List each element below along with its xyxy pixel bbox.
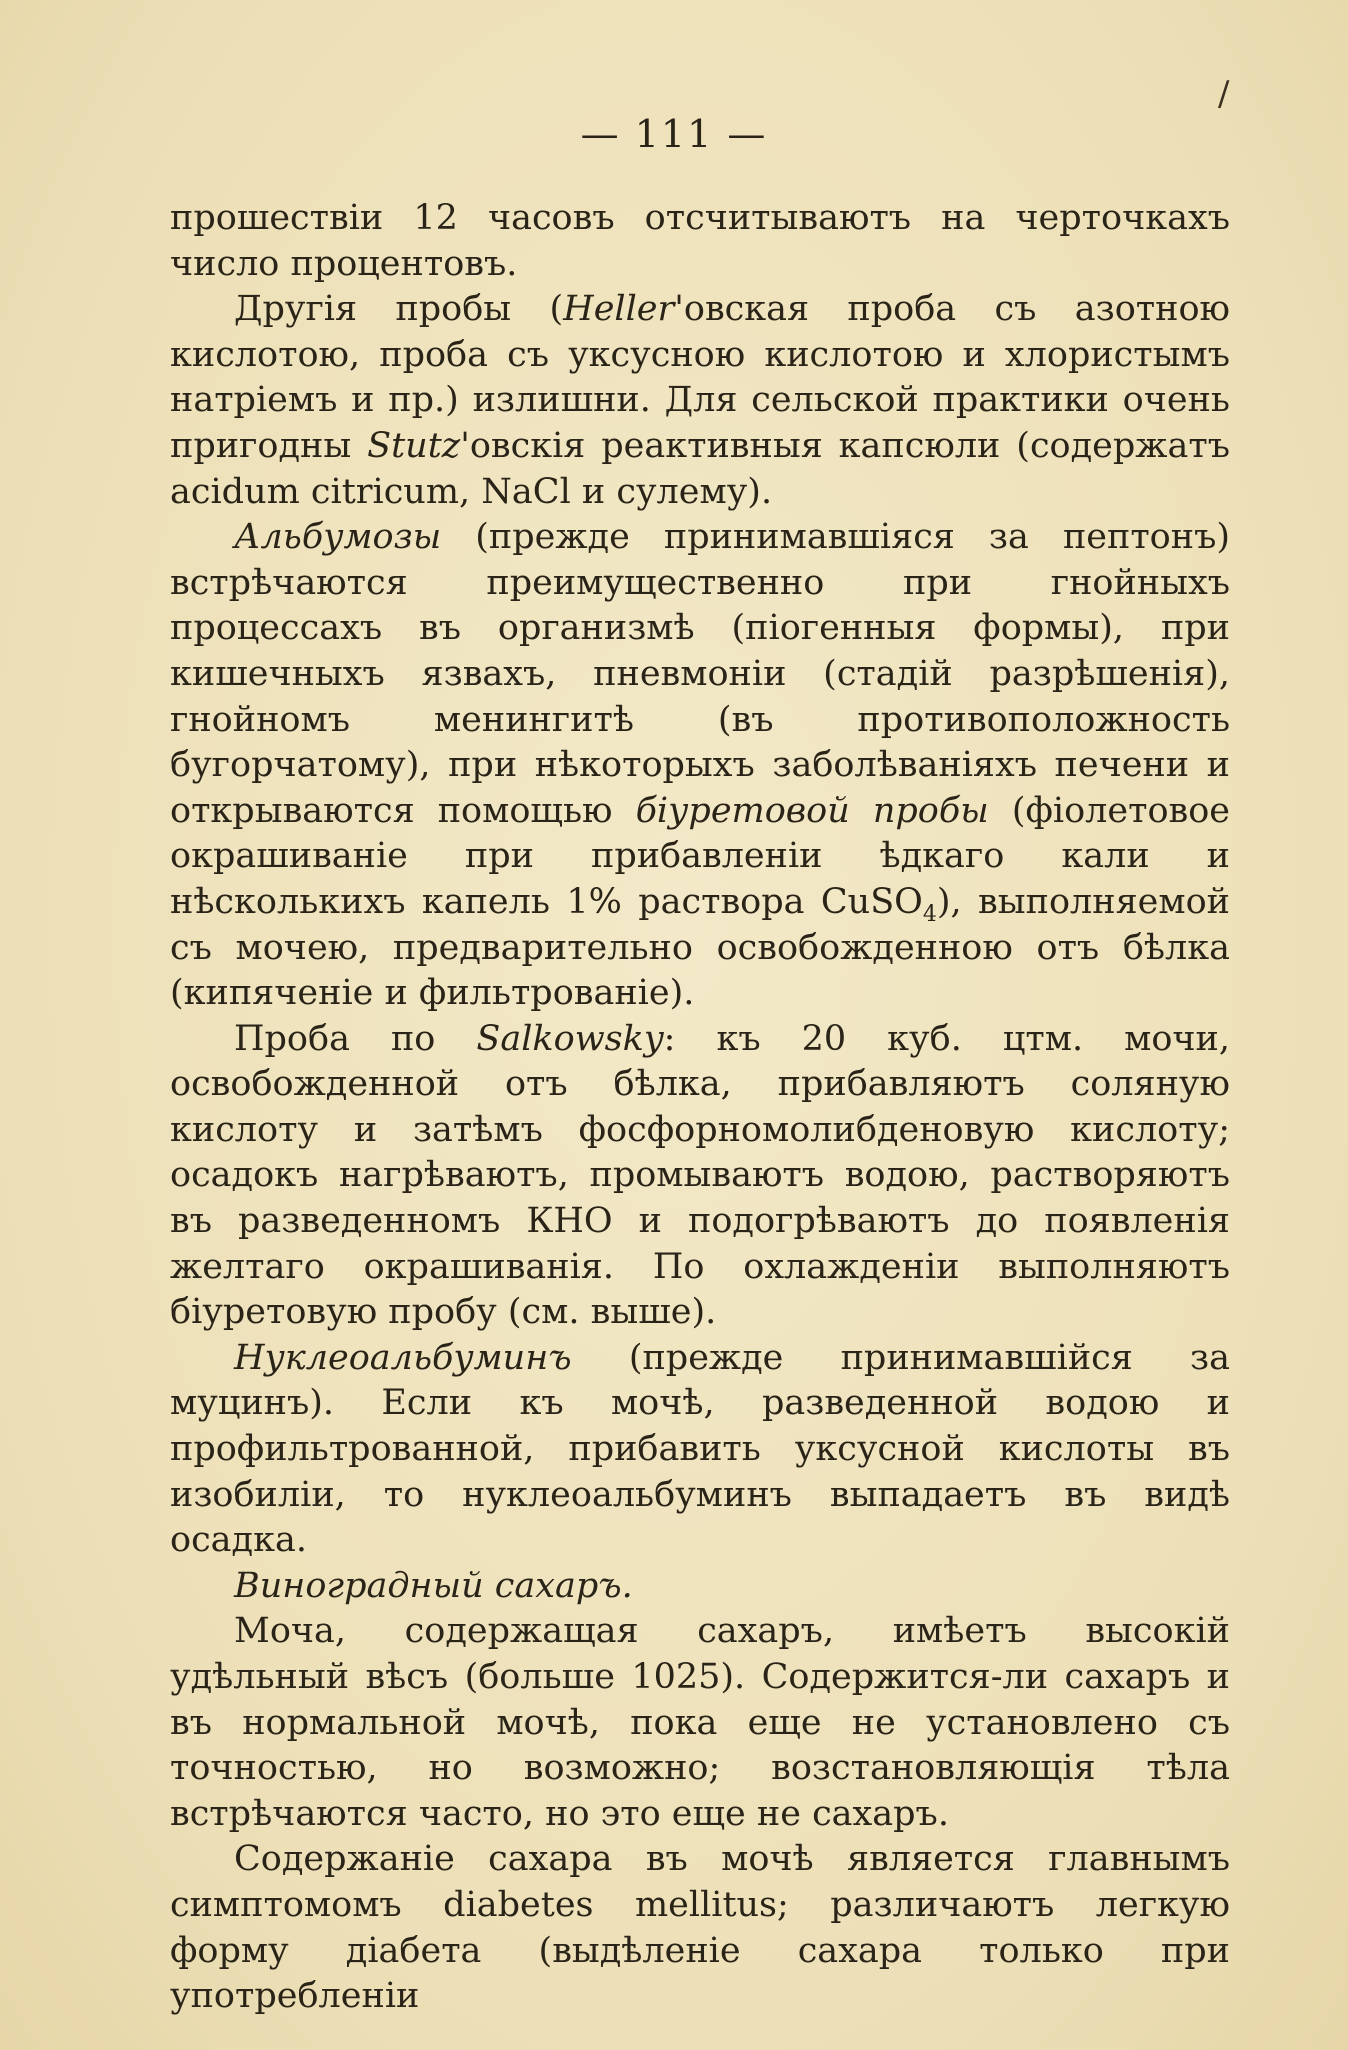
section-heading: Виноградный сахаръ. <box>234 1565 633 1606</box>
paragraph-4 <box>170 1017 1230 1336</box>
text-run: Проба по <box>234 1018 477 1059</box>
paragraph-3 <box>170 515 1230 1017</box>
italic-name: Heller <box>563 289 675 330</box>
text-run: : къ 20 куб. цтм. мочи, освобожденной отъ бѣлка, прибавляютъ соляную кислоту и затѣмъ фосфорномолибденовую кислоту; осадокъ нагрѣваютъ, промываютъ водою, растворяютъ въ разведенномъ КНО и подогрѣваютъ до появленія желтаго окрашиванія. По охлажденіи выполняютъ біуретовую пробу (см. выше). <box>170 1018 1230 1333</box>
italic-term: Нуклеоальбуминъ <box>234 1337 572 1378</box>
italic-name: Stutz <box>367 425 461 466</box>
paragraph-1: прошествіи 12 часовъ отсчитываютъ на черточкахъ число процентовъ. <box>170 198 1230 284</box>
italic-name: Salkowsky <box>476 1018 664 1059</box>
body-text <box>170 196 1230 2020</box>
text-run: (прежде принимавшійся за муцинъ). Если къ мочѣ, разведенной водою и профильтрованной, прибавить уксусной кислоты въ изобиліи, то нуклеоальбуминъ выпадаетъ въ видѣ осадка. <box>170 1337 1230 1561</box>
paragraph-7: Содержаніе сахара въ мочѣ является главнымъ симптомомъ diabetes mellitus; различаютъ легкую форму діабета (выдѣленіе сахара только при употребленіи <box>170 1839 1230 2017</box>
text-run: Другія пробы ( <box>234 289 564 330</box>
corner-mark: / <box>1218 74 1230 114</box>
text-run: 'овскія реактивныя капсюли (содержатъ acidum citricum, NaCl и сулему). <box>170 425 1230 512</box>
italic-term: Альбумозы <box>234 517 442 558</box>
subscript: 4 <box>922 901 937 927</box>
paragraph-5 <box>170 1336 1230 1564</box>
page-number: — 111 — <box>580 112 768 156</box>
text-run: (прежде принимавшіяся за пептонъ) встрѣчаются преимущественно при гнойныхъ процессахъ въ организмѣ (піогенныя формы), при кишечныхъ язвахъ, пневмоніи (стадій разрѣшенія), гнойномъ менингитѣ (въ противоположность бугорчатому), при нѣкоторыхъ заболѣваніяхъ печени и открываются помощью <box>170 517 1230 831</box>
paragraph-6: Моча, содержащая сахаръ, имѣетъ высокій удѣльный вѣсъ (больше 1025). Содержится-ли сахаръ и въ нормальной мочѣ, пока еще не установлено съ точностью, но возможно; возстановляющія тѣла встрѣчаются часто, но это еще не сахаръ. <box>170 1611 1230 1834</box>
paragraph-2 <box>170 287 1230 515</box>
text-run: 'овская проба съ азотною кислотою, проба съ уксусною кислотою и хлористымъ натріемъ и пр.) излишни. Для сельской практики очень пригодны <box>170 289 1231 466</box>
text-run: ), выполняемой съ мочею, предварительно освобожденною отъ бѣлка (кипяченіе и фильтрованіе). <box>170 881 1230 1014</box>
text-run: (фіолетовое окрашиваніе при прибавленіи ѣдкаго кали и нѣсколькихъ капель 1% раствора CuSO <box>170 790 1231 922</box>
italic-term: біуретовой пробы <box>635 790 989 831</box>
